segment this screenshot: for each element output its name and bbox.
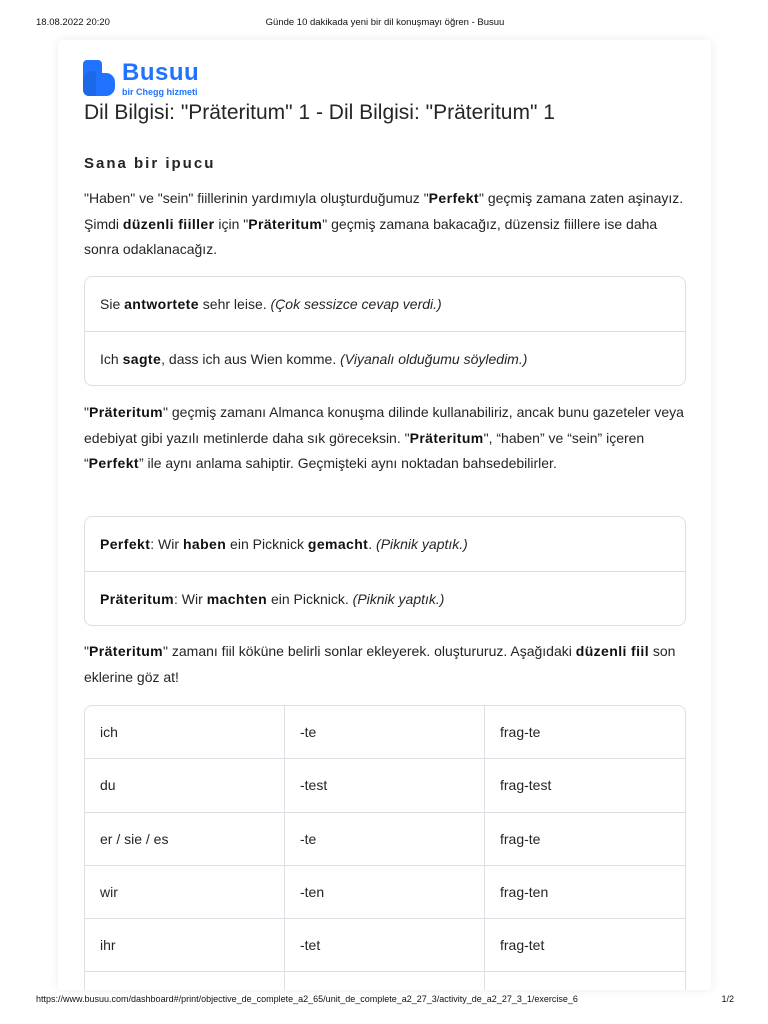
example-cell: frag-te <box>500 830 541 847</box>
example-cell: frag-test <box>500 777 552 794</box>
pronoun-cell <box>85 972 285 990</box>
pronoun-cell: ihr <box>85 919 285 971</box>
intro-paragraph: "Haben" ve "sein" fiillerinin yardımıyla oluşturduğumuz "Perfekt" geçmiş zamana zaten aşinayız. Şimdi düzenli fiiller için "Präteritum" geçmiş zamana bakacağız, düzensiz fiillere ise daha sonra odaklanacağız. <box>84 190 684 257</box>
example-cell <box>485 972 685 990</box>
ending-cell: -te <box>285 706 485 758</box>
print-page-title: Günde 10 dakikada yeni bir dil konuşmayı öğren - Busuu <box>265 17 505 28</box>
page-title: Dil Bilgisi: "Präteritum" 1 - Dil Bilgisi: "Präteritum" 1 <box>84 101 555 124</box>
busuu-logo[interactable] <box>83 60 223 100</box>
translation: (Piknik yaptık.) <box>376 536 468 552</box>
table-row <box>85 759 685 812</box>
pronoun-cell: ich <box>85 706 285 758</box>
ending-cell: -te <box>285 813 485 865</box>
tense-label: Perfekt <box>100 536 151 552</box>
example-sentence: Ich sagte, dass ich aus Wien komme. (Viyanalı olduğumu söyledim.) <box>85 331 685 385</box>
example-cell: frag-te <box>500 724 541 740</box>
page-number: 1/2 <box>721 994 734 1004</box>
table-intro-paragraph: "Präteritum" zamanı fiil köküne belirli sonlar ekleyerek. oluştururuz. Aşağıdaki düzenli fiil son eklerine göz at! <box>84 643 676 685</box>
busuu-wordmark: Busuu <box>122 59 200 86</box>
translation: (Çok sessizce cevap verdi.) <box>270 296 442 312</box>
table-row <box>85 866 685 919</box>
table-row <box>85 813 685 866</box>
example-cell: frag-ten <box>500 883 549 900</box>
table-row <box>85 919 685 972</box>
content-card <box>58 40 711 990</box>
ending-cell: -ten <box>285 866 485 918</box>
term-prateritum: Präteritum <box>248 215 323 232</box>
tense-label: Präteritum <box>100 591 175 607</box>
example-sentence: Präteritum: Wir machten ein Picknick. (Piknik yaptık.) <box>85 571 685 625</box>
ending-cell: -tet <box>285 919 485 971</box>
example-cell: frag-tet <box>500 937 545 954</box>
table-row <box>85 706 685 759</box>
example-sentence: Sie antwortete sehr leise. (Çok sessizce cevap verdi.) <box>100 296 442 312</box>
conjugation-table <box>84 705 686 990</box>
print-footer <box>36 994 734 1006</box>
section-heading: Sana bir ipucu <box>84 155 216 172</box>
table-row <box>85 972 685 990</box>
ending-cell <box>285 972 485 990</box>
pronoun-cell: wir <box>85 866 285 918</box>
print-url: https://www.busuu.com/dashboard#/print/objective_de_complete_a2_65/unit_de_complete_a2_27_3/activity_de_a2_27_3_1/exercise_6 <box>36 994 578 1004</box>
busuu-tagline: bir Chegg hizmeti <box>122 87 198 97</box>
example-box-1 <box>84 276 686 386</box>
busuu-logo-icon <box>83 60 115 96</box>
ending-cell: -test <box>285 759 485 811</box>
example-box-2 <box>84 516 686 626</box>
translation: (Viyanalı olduğumu söyledim.) <box>340 351 528 367</box>
pronoun-cell: du <box>85 759 285 811</box>
print-header <box>36 17 734 29</box>
example-sentence: Perfekt: Wir haben ein Picknick gemacht. (Piknik yaptık.) <box>100 536 468 552</box>
explanation-paragraph: "Präteritum" geçmiş zamanı Almanca konuşma dilinde kullanabiliriz, ancak bunu gazeteler veya edebiyat gibi yazılı metinlerde daha sık göreceksin. "Präteritum", “haben” ve “sein” içeren “Perfekt” ile aynı anlama sahiptir. Geçmişteki aynı noktadan bahsedebilirler. <box>84 404 684 471</box>
term-duzenli-fiiller: düzenli fiiller <box>122 215 215 232</box>
print-datetime: 18.08.2022 20:20 <box>36 17 110 28</box>
translation: (Piknik yaptık.) <box>352 591 445 607</box>
term-perfekt: Perfekt <box>428 190 479 206</box>
pronoun-cell: er / sie / es <box>85 813 285 865</box>
